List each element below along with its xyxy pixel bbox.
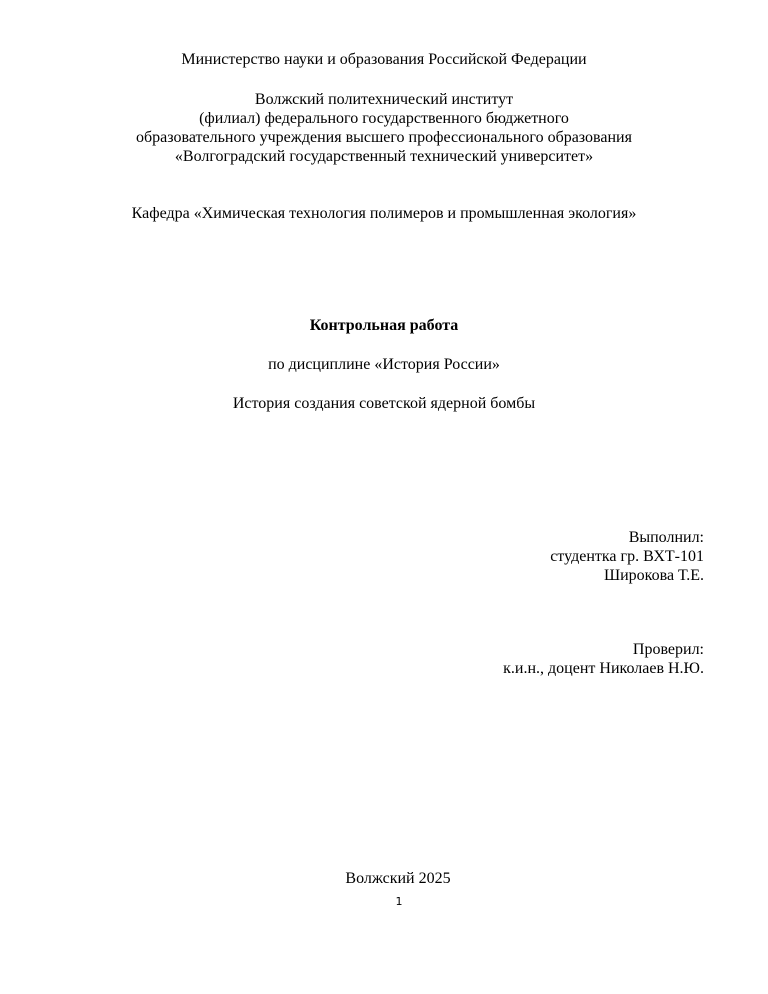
city-year: Волжский 2025 [345, 870, 451, 887]
discipline-line: по дисциплине «История России» [268, 356, 500, 373]
ministry-line: Министерство науки и образования Российской Федерации [181, 51, 587, 68]
institute-line-2: (филиал) федерального государственного бюджетного [199, 110, 569, 127]
reviewer-name: к.и.н., доцент Николаев Н.Ю. [503, 660, 704, 677]
institute-line-3: образовательного учреждения высшего профессионального образования [136, 129, 632, 146]
author-group: студентка гр. ВХТ-101 [550, 548, 704, 565]
department-line: Кафедра «Химическая технология полимеров и промышленная экология» [131, 205, 637, 222]
institute-line-4: «Волгоградский государственный технический университет» [174, 148, 594, 165]
work-type-title: Контрольная работа [309, 317, 459, 334]
author-label: Выполнил: [628, 529, 704, 546]
author-name: Широкова Т.Е. [603, 567, 704, 584]
institute-line-1: Волжский политехнический институт [254, 91, 514, 108]
reviewer-label: Проверил: [632, 641, 704, 658]
page-number: 1 [395, 895, 403, 908]
topic-line: История создания советской ядерной бомбы [232, 395, 536, 412]
